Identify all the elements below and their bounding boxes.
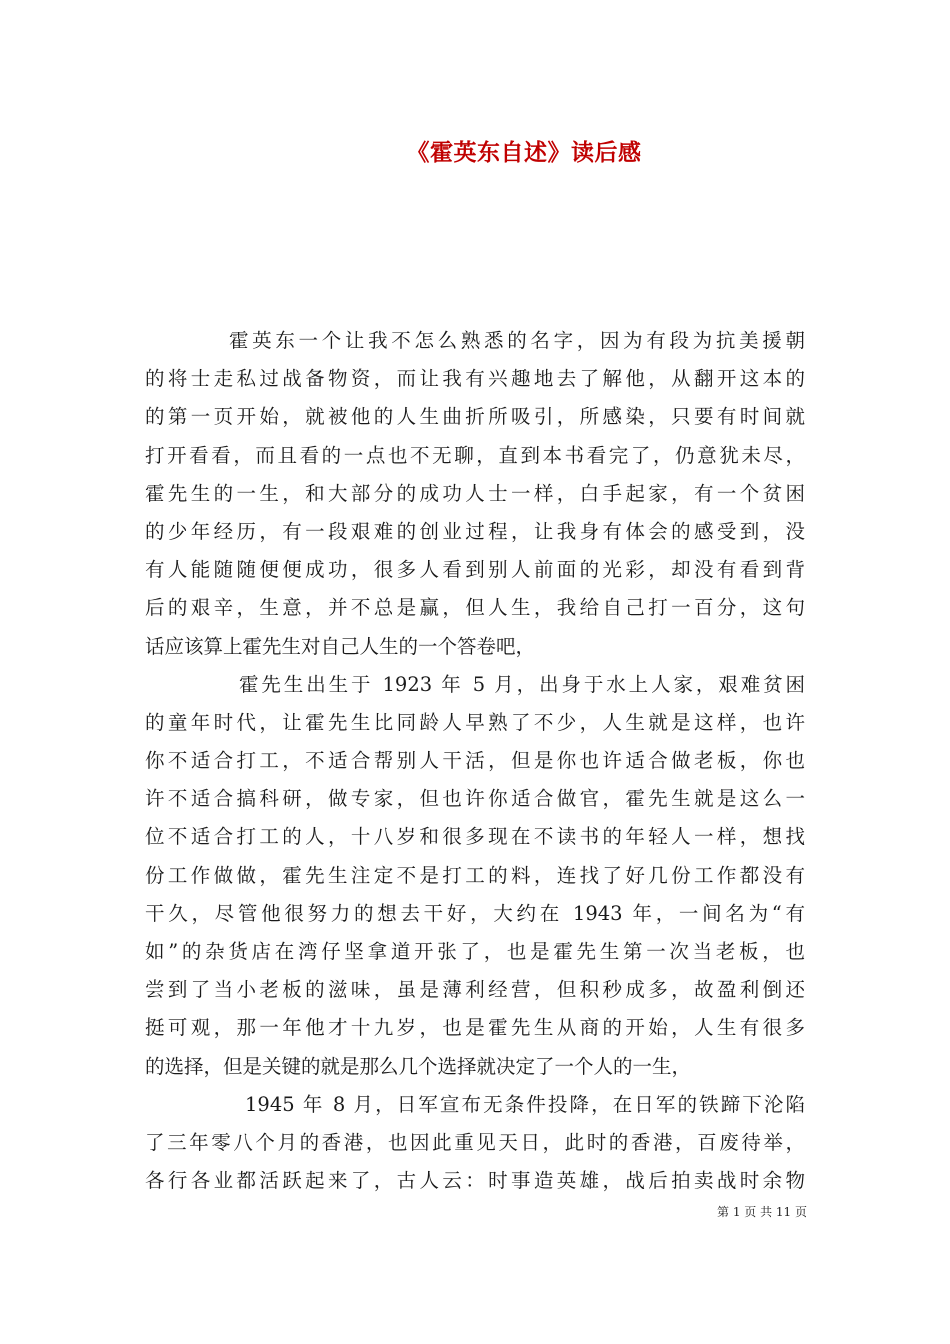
paragraph-1-line: 有人能随随便便成功，很多人看到别人前面的光彩，却没有看到背 — [145, 558, 805, 582]
paragraph-1-line: 的少年经历，有一段艰难的创业过程，让我身有体会的感受到，没 — [145, 519, 805, 543]
paragraph-1-line: 话应该算上霍先生对自己人生的一个答卷吧， — [145, 634, 536, 658]
paragraph-2-line: 干久，尽管他很努力的想去干好，大约在 1943 年，一间名为“有 — [145, 901, 805, 925]
paragraph-2-line: 位不适合打工的人，十八岁和很多现在不读书的年轻人一样，想找 — [145, 825, 805, 849]
paragraph-3-line: 1945 年 8 月，日军宣布无条件投降，在日军的铁蹄下沦陷 — [245, 1092, 805, 1116]
paragraph-2-line: 挺可观，那一年他才十九岁，也是霍先生从商的开始，人生有很多 — [145, 1016, 805, 1040]
document-body — [145, 322, 805, 1200]
paragraph-2-line: 份工作做做，霍先生注定不是打工的料，连找了好几份工作都没有 — [145, 863, 805, 887]
paragraph-1-line: 打开看看，而且看的一点也不无聊，直到本书看完了，仍意犹未尽， — [145, 443, 805, 467]
paragraph-1-line: 后的艰辛，生意，并不总是赢，但人生，我给自己打一百分，这句 — [145, 596, 805, 620]
paragraph-2-line: 许不适合搞科研，做专家，但也许你适合做官，霍先生就是这么一 — [145, 787, 805, 811]
paragraph-1-line: 霍英东一个让我不怎么熟悉的名字，因为有段为抗美援朝 — [229, 329, 805, 352]
paragraph-2-line: 尝到了当小老板的滋味，虽是薄利经营，但积秒成多，故盈利倒还 — [145, 978, 805, 1002]
paragraph-1-line: 霍先生的一生，和大部分的成功人士一样，白手起家，有一个贫困 — [145, 481, 805, 505]
paragraph-2-line: 如”的杂货店在湾仔坚拿道开张了，也是霍先生第一次当老板，也 — [145, 940, 805, 963]
paragraph-1-line: 的第一页开始，就被他的人生曲折所吸引，所感染，只要有时间就 — [145, 405, 805, 429]
page-number-footer: 第 1 页 共 11 页 — [717, 1205, 807, 1219]
paragraph-2-line: 你不适合打工，不适合帮别人干活，但是你也许适合做老板，你也 — [145, 749, 805, 773]
paragraph-2-line: 霍先生出生于 1923 年 5 月，出身于水上人家，艰难贫困 — [239, 672, 805, 696]
paragraph-2-line: 的选择，但是关键的就是那么几个选择就决定了一个人的一生， — [145, 1054, 692, 1078]
paragraph-1-line: 的将士走私过战备物资，而让我有兴趣地去了解他，从翻开这本的 — [145, 367, 805, 391]
paragraph-3-line: 各行各业都活跃起来了，古人云：时事造英雄，战后拍卖战时余物 — [145, 1169, 805, 1193]
paragraph-2-line: 的童年时代，让霍先生比同龄人早熟了不少，人生就是这样，也许 — [145, 710, 805, 734]
document-title: 《霍英东自述》读后感 — [406, 139, 642, 166]
paragraph-3-line: 了三年零八个月的香港，也因此重见天日，此时的香港，百废待举， — [145, 1130, 805, 1154]
